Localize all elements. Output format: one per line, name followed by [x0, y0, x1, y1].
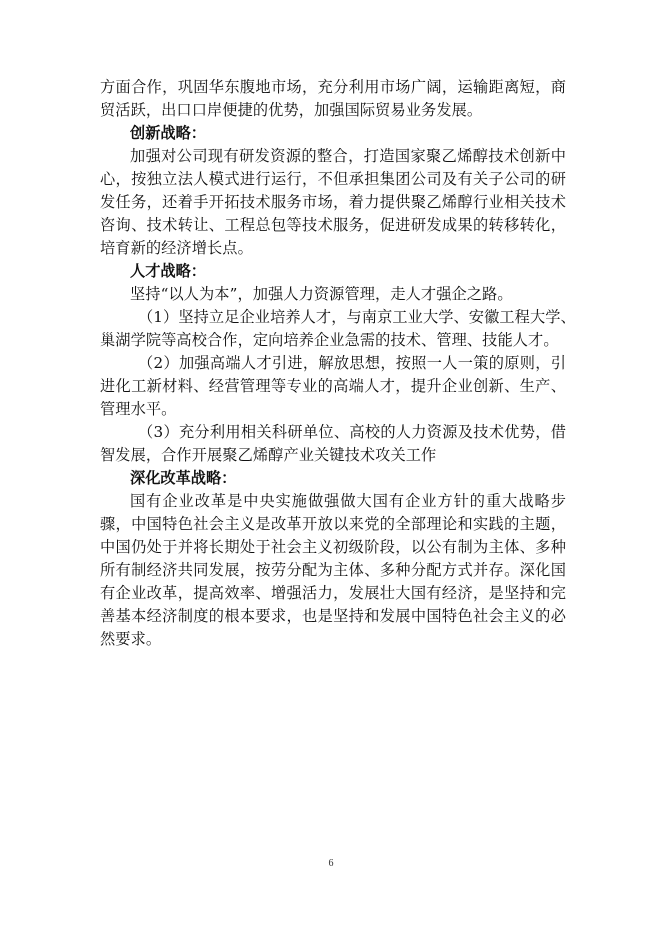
list-item-line: （2）加强高端人才引进，解放思想，按照一人一策的原则，引: [138, 354, 566, 372]
paragraph-line: 国有企业改革是中央实施做强做大国有企业方针的重大战略步: [130, 492, 566, 510]
page-number: 6: [328, 858, 334, 869]
paragraph-line: 善基本经济制度的根本要求，也是坚持和发展中国特色社会主义的必: [100, 607, 566, 625]
paragraph-line: 咨询、技术转让、工程总包等技术服务，促进研发成果的转移转化，: [100, 216, 566, 234]
paragraph-line: 有企业改革，提高效率、增强活力，发展壮大国有经济，是坚持和完: [100, 584, 566, 602]
section-heading-reform: 深化改革战略：: [130, 469, 237, 487]
list-item-line: 巢湖学院等高校合作，定向培养企业急需的技术、管理、技能人才。: [100, 331, 559, 349]
list-item-line: （1）坚持立足企业培养人才，与南京工业大学、安徽工程大学、: [138, 308, 576, 326]
document-body: [100, 76, 576, 651]
paragraph-line: 然要求。: [100, 630, 162, 648]
list-item-line: 进化工新材料、经营管理等专业的高端人才，提升企业创新、生产、: [100, 377, 566, 395]
paragraph-line: 培育新的经济增长点。: [100, 239, 253, 257]
paragraph-line: 贸活跃，出口口岸便捷的优势，加强国际贸易业务发展。: [100, 101, 483, 119]
paragraph-line: 骤，中国特色社会主义是改革开放以来党的全部理论和实践的主题，: [100, 515, 566, 533]
section-heading-innovation: 创新战略：: [130, 124, 206, 142]
paragraph-line: 中国仍处于并将长期处于社会主义初级阶段，以公有制为主体、多种: [100, 538, 566, 556]
paragraph-line: 方面合作，巩固华东腹地市场，充分利用市场广阔，运输距离短，商: [100, 78, 566, 96]
paragraph-line: 心，按独立法人模式进行运行，不但承担集团公司及有关子公司的研: [100, 170, 566, 188]
list-item-line: （3）充分利用相关科研单位、高校的人力资源及技术优势，借: [138, 423, 566, 441]
paragraph-line: 加强对公司现有研发资源的整合，打造国家聚乙烯醇技术创新中: [130, 147, 566, 165]
paragraph-line: 坚持“以人为本”，加强人力资源管理，走人才强企之路。: [130, 285, 513, 303]
paragraph-line: 发任务，还着手开拓技术服务市场，着力提供聚乙烯醇行业相关技术: [100, 193, 566, 211]
list-item-line: 管理水平。: [100, 400, 177, 418]
paragraph-line: 所有制经济共同发展，按劳分配为主体、多种分配方式并存。深化国: [100, 561, 566, 579]
list-item-line: 智发展，合作开展聚乙烯醇产业关键技术攻关工作: [100, 446, 437, 464]
section-heading-talent: 人才战略：: [130, 262, 206, 280]
